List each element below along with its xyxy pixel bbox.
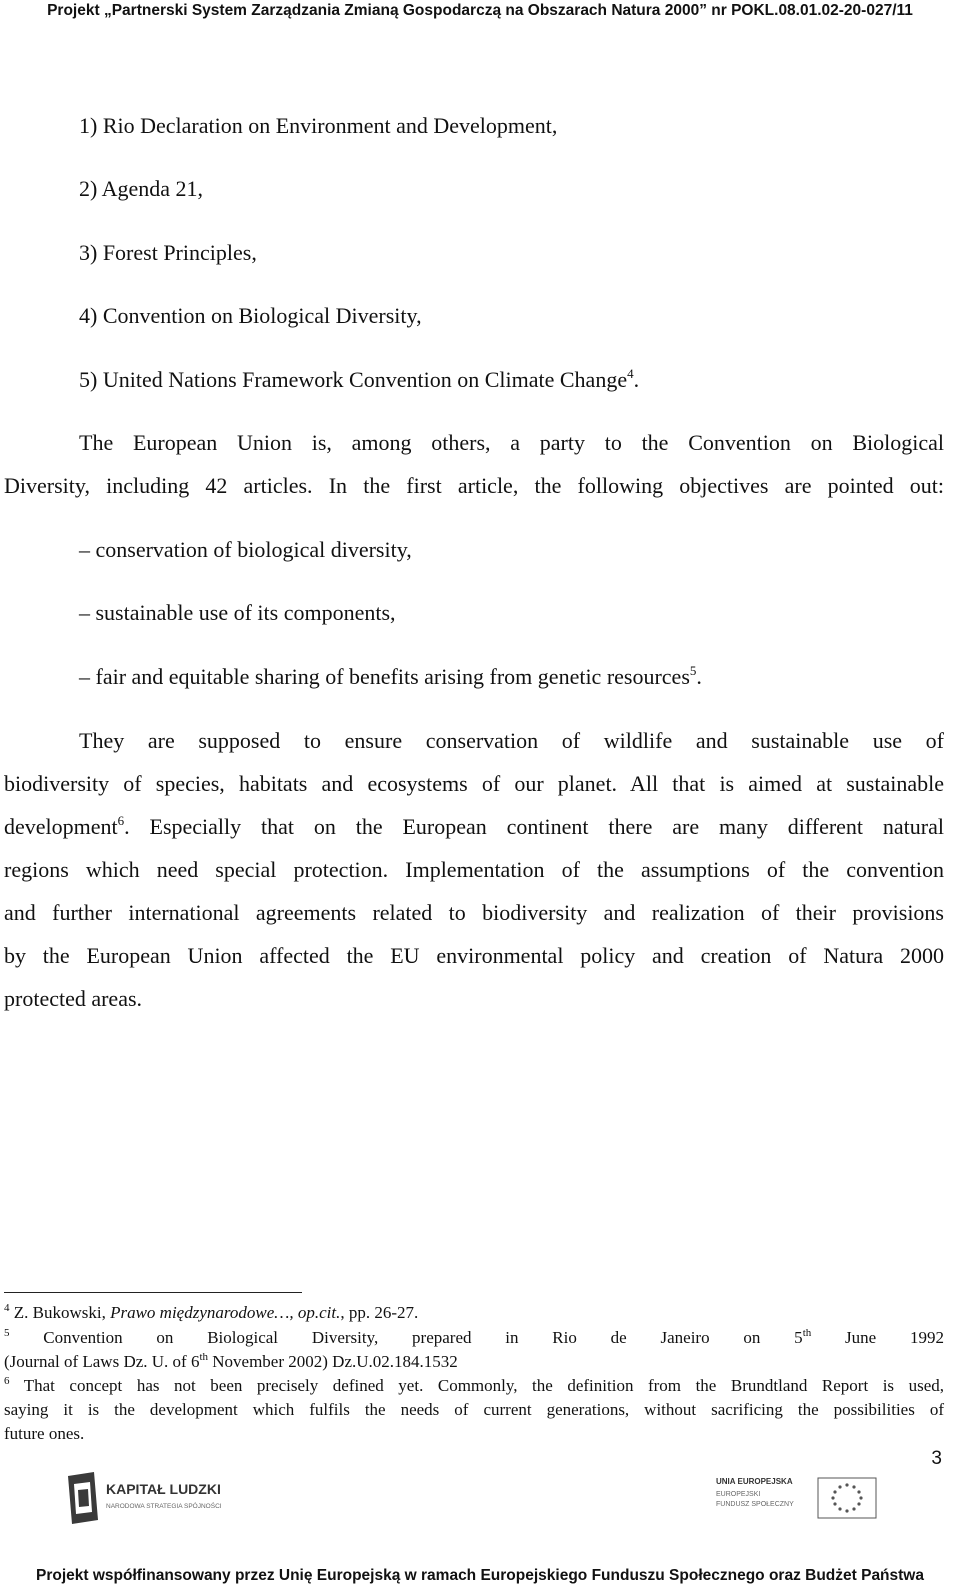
paragraph-line: Diversity, including 42 articles. In the first article, the following objectives are pointed out: xyxy=(4,473,944,498)
page-footer: Projekt współfinansowany przez Unię Europejską w ramach Europejskiego Funduszu Społecznego oraz Budżet Państwa xyxy=(36,1567,924,1584)
paragraph-line: development$^6$. Especially that on the European continent there are many different natural xyxy=(4,813,944,839)
logo-right-line1: UNIA EUROPEJSKA xyxy=(716,1477,793,1486)
logo-right-line2: EUROPEJSKI xyxy=(716,1491,761,1498)
kapital-ludzki-logo xyxy=(64,1470,244,1526)
page-number: 3 xyxy=(931,1448,942,1469)
list-item: 4) Convention on Biological Diversity, xyxy=(79,303,422,328)
footnote-6-cont: future ones. xyxy=(4,1424,85,1443)
paragraph-line: They are supposed to ensure conservation of wildlife and sustainable use of xyxy=(79,728,944,753)
paragraph-line: protected areas. xyxy=(4,986,143,1011)
logo-right-line3: FUNDUSZ SPOŁECZNY xyxy=(716,1501,794,1508)
objective-item: – sustainable use of its components, xyxy=(79,600,396,625)
paragraph-line: biodiversity of species, habitats and ecosystems of our planet. All that is aimed at sustainable xyxy=(4,771,944,796)
objective-item: – fair and equitable sharing of benefits arising from genetic resources$^5$. xyxy=(79,663,702,689)
list-item: 2) Agenda 21, xyxy=(79,176,204,201)
paragraph-line: by the European Union affected the EU environmental policy and creation of Natura 2000 xyxy=(4,943,944,968)
list-item: 1) Rio Declaration on Environment and Development, xyxy=(79,113,558,138)
footnote-5-cont: (Journal of Laws Dz. U. of 6th November 2002) Dz.U.02.184.1532 xyxy=(4,1351,458,1371)
page-header: Projekt „Partnerski System Zarządzania Zmianą Gospodarczą na Obszarach Natura 2000” nr POKL.08.01.02-20-027/11 xyxy=(47,2,913,19)
objective-item: – conservation of biological diversity, xyxy=(79,537,412,562)
eu-flag-icon xyxy=(818,1478,876,1518)
footnote-ref[interactable]: 6 xyxy=(117,813,125,828)
paragraph-line: regions which need special protection. Implementation of the assumptions of the convention xyxy=(4,857,944,882)
paragraph-line: and further international agreements related to biodiversity and realization of their provisions xyxy=(4,900,944,925)
footnote-ref[interactable]: 4 xyxy=(627,366,634,381)
footnote-6: $^6$ That concept has not been precisely defined yet. Commonly, the definition from the Brundtland Report is used, xyxy=(4,1375,944,1395)
footnote-4: $^4$ Z. Bukowski, Prawo międzynarodowe…, op.cit., pp. 26-27. xyxy=(4,1302,419,1322)
footnote-5: $^5$ Convention on Biological Diversity, prepared in Rio de Janeiro on 5th June 1992 xyxy=(4,1327,944,1347)
kapital-ludzki-emblem-icon xyxy=(68,1472,98,1524)
footnote-separator xyxy=(4,1292,302,1293)
footnote-ref[interactable]: 5 xyxy=(689,663,697,678)
footnote-6-cont: saying it is the development which fulfils the needs of current generations, without sacrificing the possibilities of xyxy=(4,1400,944,1419)
paragraph-line: The European Union is, among others, a party to the Convention on Biological xyxy=(79,430,944,455)
list-item: 3) Forest Principles, xyxy=(79,240,257,265)
list-item: 5) United Nations Framework Convention on Climate Change$^4$. xyxy=(79,366,640,392)
logo-left-title: KAPITAŁ LUDZKI xyxy=(106,1481,221,1497)
logo-left-subtitle: NARODOWA STRATEGIA SPÓJNOŚCI xyxy=(106,1503,222,1510)
eu-logo xyxy=(712,1472,882,1526)
